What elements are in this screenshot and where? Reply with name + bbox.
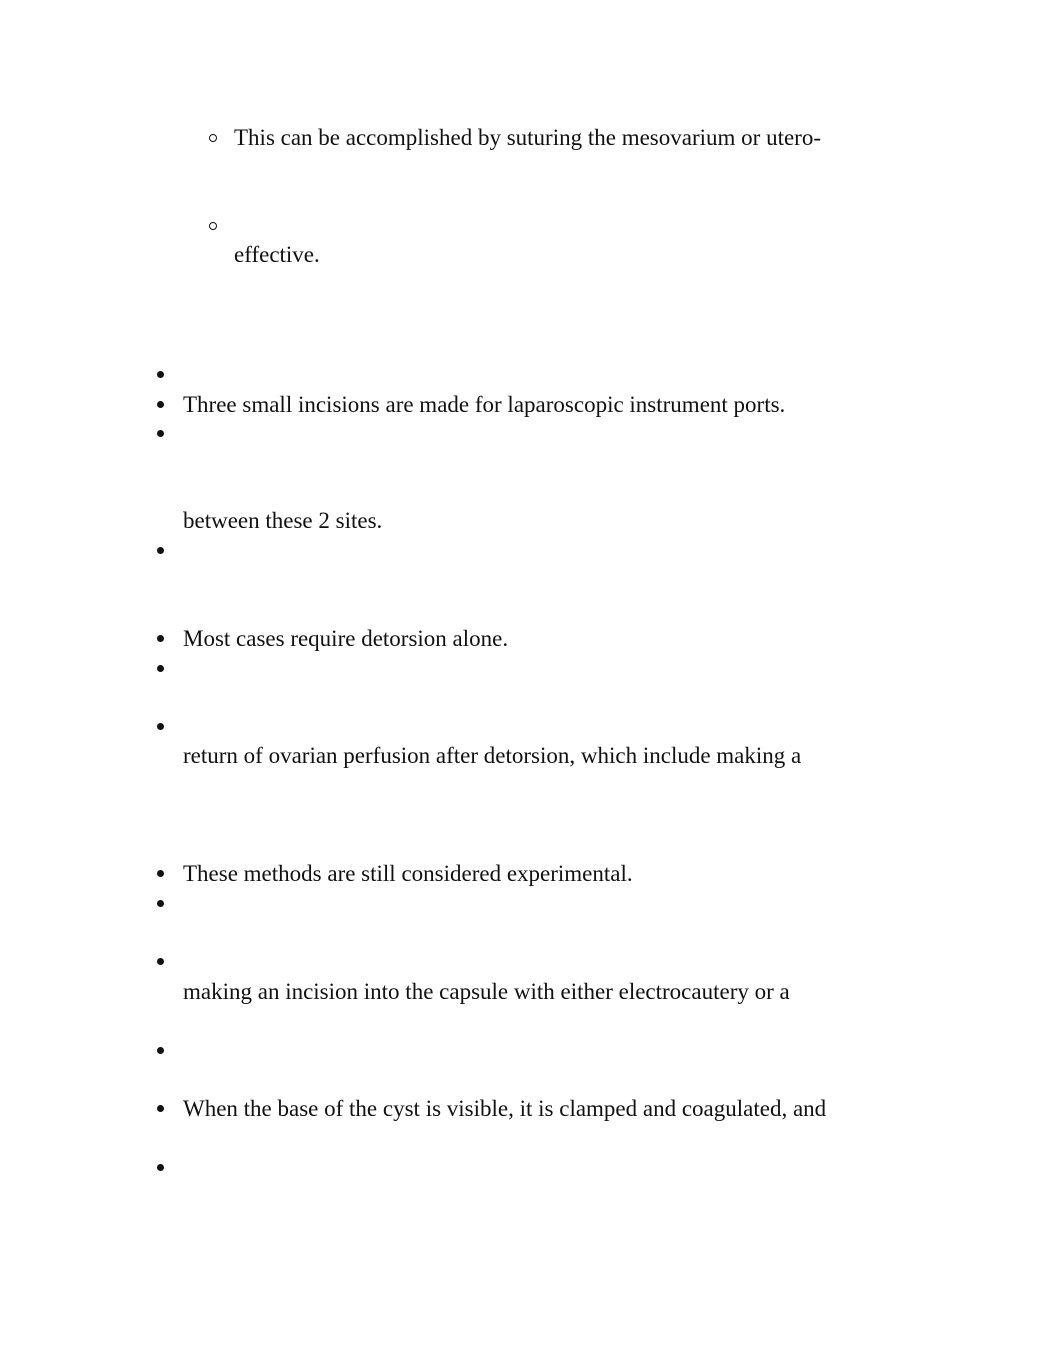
list-continuation-text: return of ovarian perfusion after detorsion, which include making a <box>183 743 802 768</box>
list-bullet <box>157 870 164 877</box>
list-bullet <box>157 1164 164 1171</box>
list-bullet <box>157 723 164 730</box>
list-bullet <box>157 665 164 672</box>
list-bullet <box>157 1105 164 1112</box>
list-bullet <box>157 430 164 437</box>
list-bullet <box>157 401 164 408</box>
sub-list-item-text: This can be accomplished by suturing the mesovarium or utero- <box>234 125 821 150</box>
list-item-text: Most cases require detorsion alone. <box>183 626 509 651</box>
list-item-text: When the base of the cyst is visible, it is clamped and coagulated, and <box>183 1096 827 1121</box>
list-item-text: Three small incisions are made for laparoscopic instrument ports. <box>183 392 786 417</box>
list-continuation-text: making an incision into the capsule with either electrocautery or a <box>183 979 790 1004</box>
list-bullet <box>157 371 164 378</box>
list-item-text: These methods are still considered experimental. <box>183 861 633 886</box>
list-bullet <box>157 635 164 642</box>
list-bullet <box>157 900 164 907</box>
sub-list-bullet <box>209 134 217 142</box>
sub-list-bullet <box>209 222 217 230</box>
sub-list-continuation-text: effective. <box>234 242 320 267</box>
list-bullet <box>157 958 164 965</box>
list-bullet <box>157 1047 164 1054</box>
list-bullet <box>157 547 164 554</box>
list-continuation-text: between these 2 sites. <box>183 508 383 533</box>
